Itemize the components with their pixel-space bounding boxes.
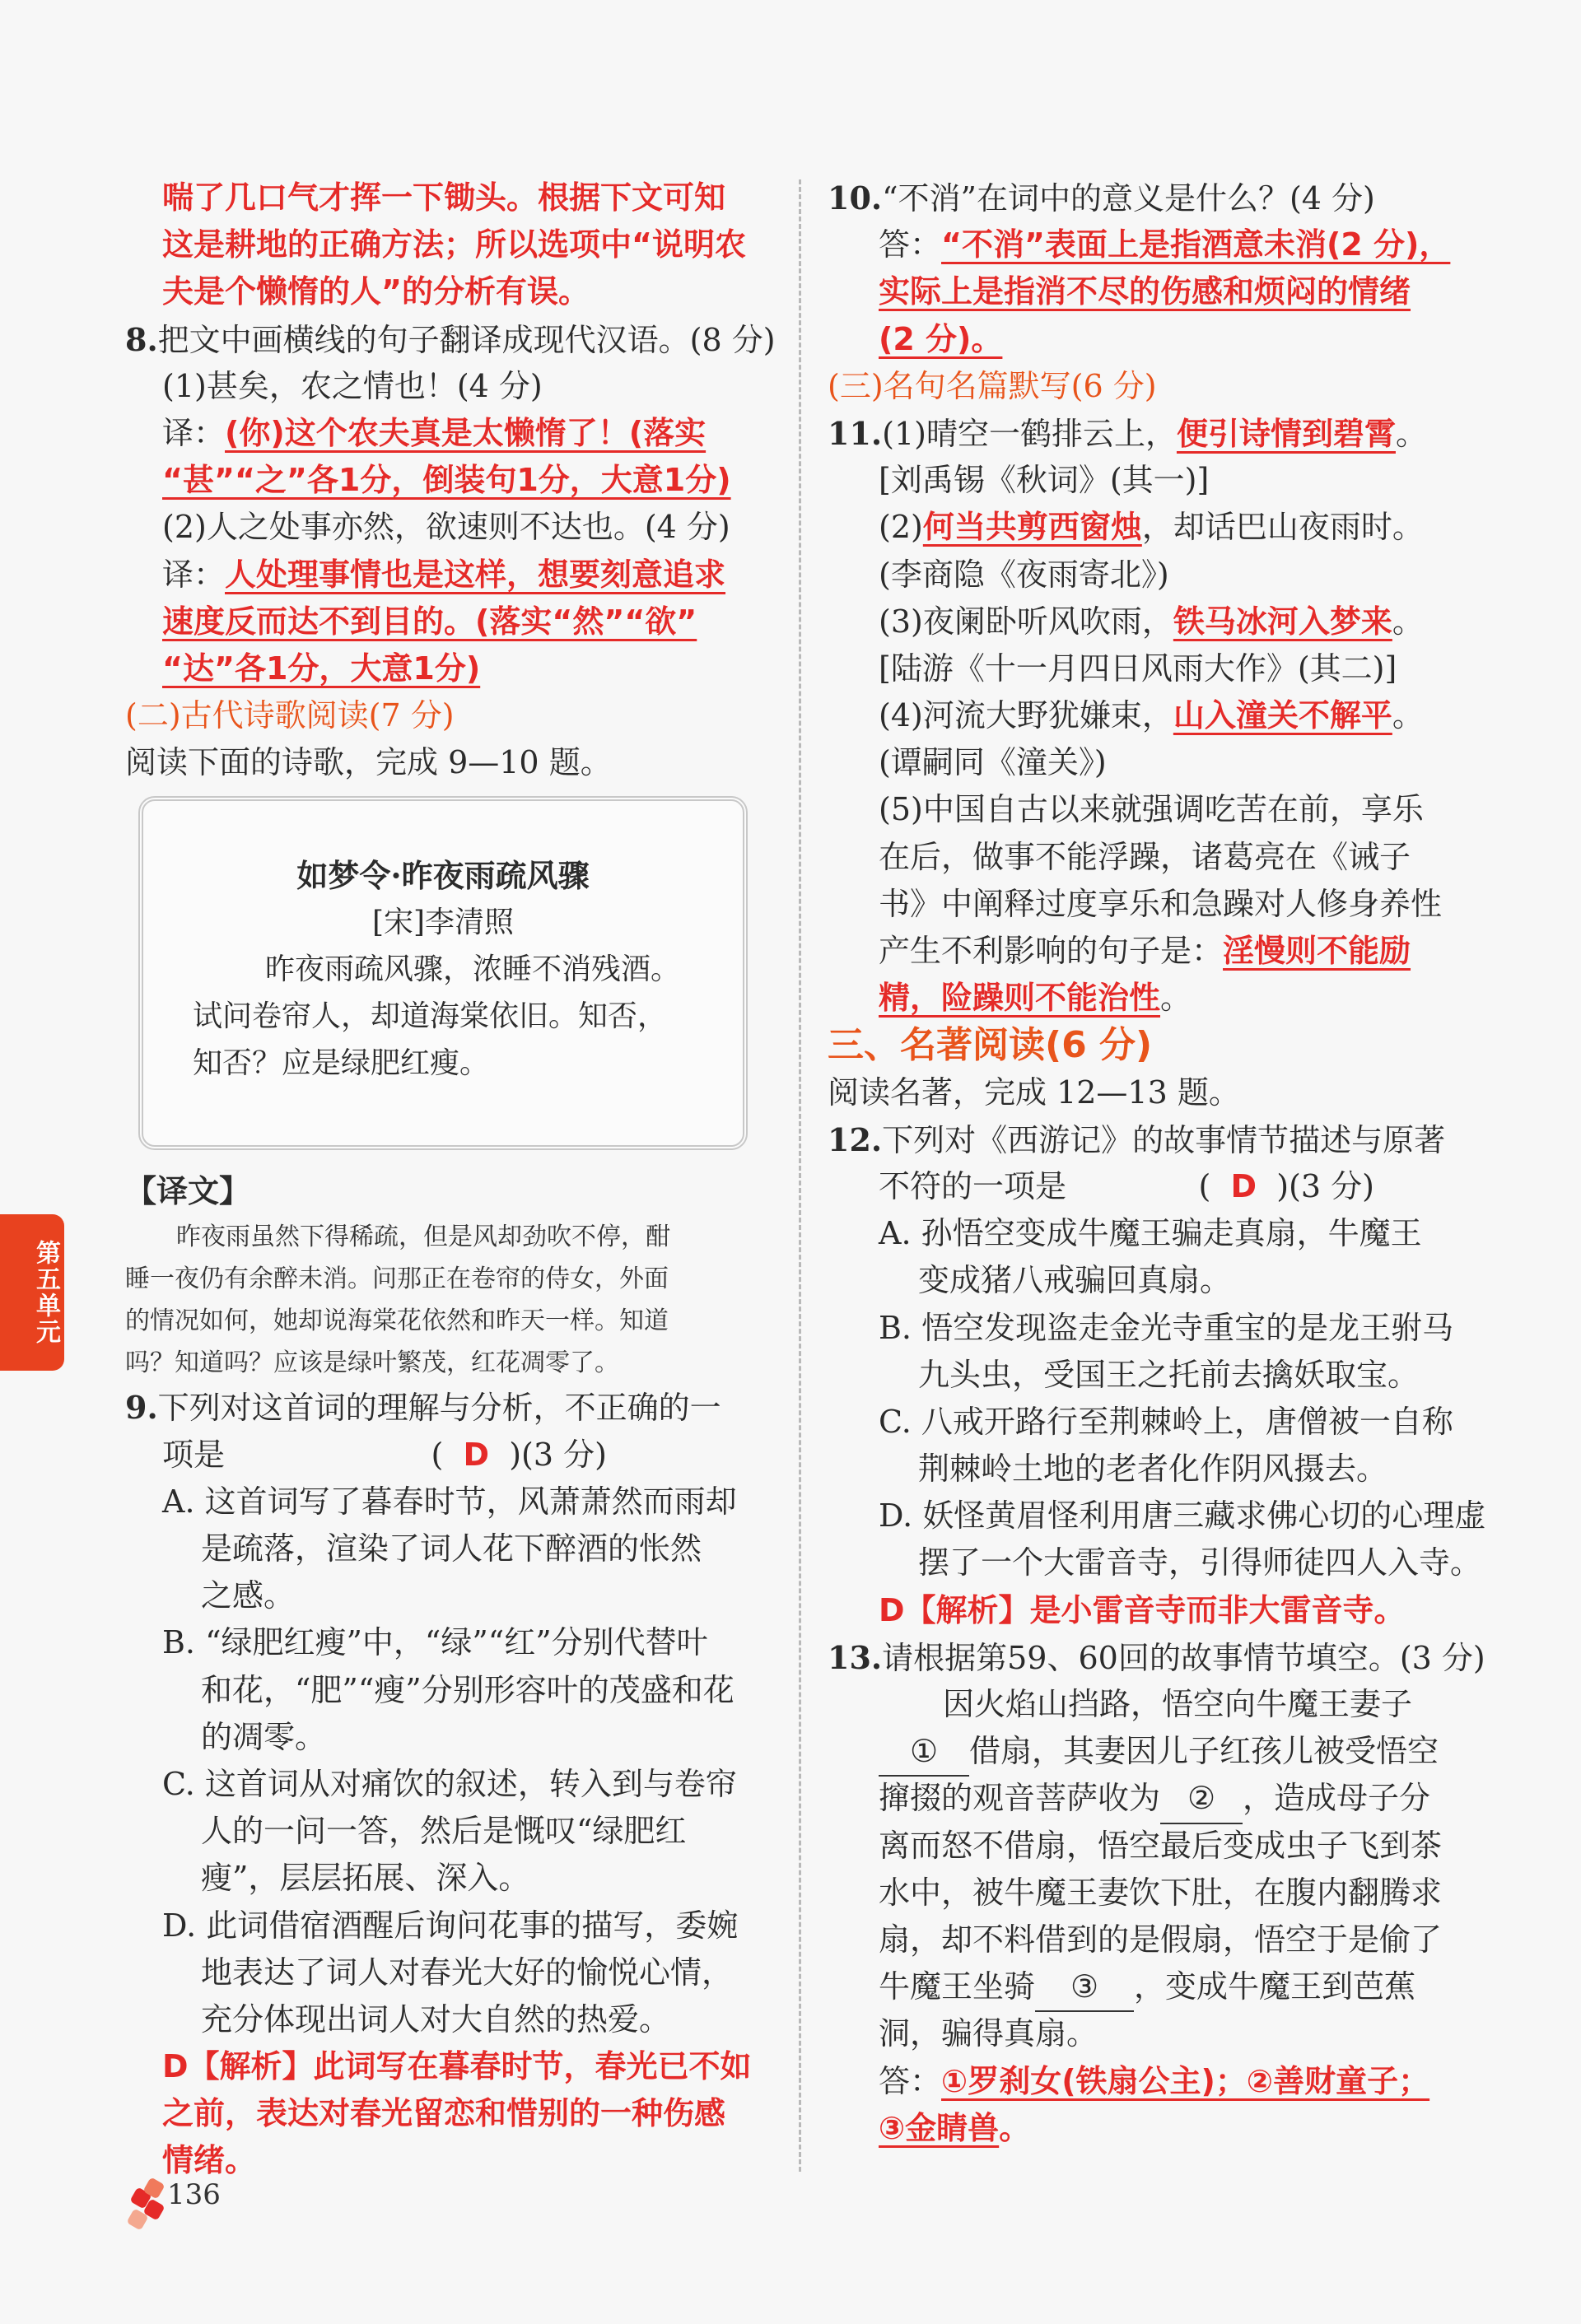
q13-passage: 因火焰山挡路，悟空向牛魔王妻子: [943, 1686, 1413, 1722]
q11-source3: [陆游《十一月四日风雨大作》(其二)]: [879, 650, 1397, 687]
q13-passage: 离而怒不借扇，悟空最后变成虫子飞到茶: [879, 1827, 1443, 1864]
q12-score: (3 分): [1289, 1167, 1374, 1204]
q9-answer: D: [463, 1436, 490, 1473]
q12-stem-cont: 不符的一项是 ( D )(3 分): [879, 1167, 1374, 1204]
section2-title: (二)古代诗歌阅读(7 分): [125, 697, 455, 734]
q9-option-b-cont: 和花，“肥”“瘦”分别形容叶的茂盛和花: [201, 1671, 735, 1708]
q10-number: 10.: [828, 179, 883, 217]
poem-author: [宋]李清照: [371, 906, 515, 940]
part3-instruction: 阅读名著，完成 12—13 题。: [828, 1074, 1240, 1111]
q10-answer-text: 实际上是指消不尽的伤感和烦闷的情绪: [879, 273, 1411, 310]
q11-part5-cont: 精，险躁则不能治性。: [879, 980, 1192, 1017]
q13-blank3: ③: [1035, 1963, 1134, 2012]
q11-part3-text: (3)夜阑卧听风吹雨，: [879, 603, 1173, 640]
q9-option-b-cont: 的凋零。: [201, 1718, 327, 1755]
q13-passage-text: 借扇，其妻因儿子红孩儿被受悟空: [969, 1733, 1439, 1770]
q8-sub1: (1)甚矣，农之情也！(4 分): [162, 367, 543, 404]
q11-part4: (4)河流大野犹嫌束，山入潼关不解平。: [879, 697, 1424, 734]
q10-answer-label: 答：: [879, 226, 942, 263]
q13-answer-text: ①罗刹女(铁扇公主)；②善财童子；: [941, 2062, 1430, 2099]
poem-line: 知否？应是绿肥红瘦。: [193, 1046, 490, 1081]
translation-line: 睡一夜仍有余醉未消。问那正在卷帘的侍女，外面: [125, 1264, 669, 1294]
translation-line: 昨夜雨虽然下得稀疏，但是风却劲吹不停，酣: [176, 1223, 670, 1252]
q8-number: 8.: [125, 320, 158, 358]
q9-option-d-cont: 地表达了词人对春光大好的愉悦心情，: [201, 1954, 734, 1991]
q9-option-a-cont: 是疏落，渲染了词人花下醉酒的怅然: [201, 1530, 702, 1567]
q11-part1: 11.(1)晴空一鹤排云上，便引诗情到碧霄。: [828, 414, 1427, 452]
q9-option-d-cont: 充分体现出词人对大自然的热爱。: [201, 2000, 671, 2038]
q12-option-b-cont: 九头虫，受国王之托前去擒妖取宝。: [918, 1356, 1420, 1393]
q11-part2-num: (2): [879, 509, 923, 546]
q9-analysis: 之前，表达对春光留恋和惜别的一种伤感: [162, 2095, 726, 2132]
q9-option-b: B. “绿肥红瘦”中，“绿”“红”分别代替叶: [162, 1624, 708, 1661]
q13-passage: [828, 1728, 1486, 1775]
q10-answer-cont: [828, 316, 1486, 363]
q13-passage: 扇，却不料借到的是假扇，悟空于是偷了: [879, 1921, 1443, 1958]
q9-text: 下列对这首词的理解与分析，不正确的一: [157, 1390, 721, 1427]
right-column: [828, 175, 1486, 2152]
q9-analysis: D【解析】此词写在暮春时节，春光已不如: [162, 2048, 752, 2085]
poem-line: 昨夜雨疏风骤，浓睡不消残酒。: [265, 952, 681, 987]
column-divider: [799, 179, 801, 2172]
q8-answer1-text: “甚”“之”各1分，倒装句1分，大意1分): [162, 462, 731, 499]
translation-line: 的情况如何，她却说海棠花依然和昨天一样。知道: [125, 1306, 669, 1336]
q12-number: 12.: [828, 1120, 883, 1158]
q11-part2-text: ，却话巴山夜雨时。: [1141, 509, 1424, 546]
q11-source4: (谭嗣同《潼关》): [879, 744, 1107, 781]
q12-option-a: A. 孙悟空变成牛魔王骗走真扇，牛魔王: [879, 1215, 1422, 1252]
q12-answer: D: [1230, 1167, 1257, 1204]
q13-passage: [828, 1963, 1486, 2010]
q8-answer2-text: 人处理事情也是这样，想要刻意追求: [225, 556, 726, 593]
q13-passage-text: 牛魔王坐骑: [879, 1968, 1036, 2005]
q11-answer1: 便引诗情到碧霄: [1176, 415, 1396, 452]
q12-option-c-cont: 荆棘岭土地的老者化作阴风摄去。: [918, 1451, 1388, 1488]
q13-passage-text: ，造成母子分: [1243, 1780, 1431, 1817]
q11-part5: [828, 928, 1486, 975]
q13-passage-text: ，变成牛魔王到芭蕉: [1134, 1968, 1416, 2005]
q8-stem: [125, 316, 776, 363]
q12-stem: [828, 1116, 1486, 1163]
q13-passage: [828, 1775, 1486, 1822]
q11-part4-text: (4)河流大野犹嫌束，: [879, 697, 1173, 734]
q12-option-d: D. 妖怪黄眉怪利用唐三藏求佛心切的心理虚: [879, 1497, 1486, 1535]
q11-text: (1)晴空一鹤排云上，: [882, 415, 1177, 452]
q9-text: 项是: [162, 1436, 226, 1473]
q8-answer2-cont: [125, 598, 776, 645]
q9-option-a: A. 这首词写了暮春时节，风萧萧然而雨却: [162, 1483, 737, 1520]
q11-part5-text: 产生不利影响的句子是：: [879, 933, 1224, 969]
q13-answer-cont: ③金睛兽。: [879, 2109, 1031, 2146]
q12-text: 不符的一项是: [879, 1167, 1067, 1204]
section3-title: (三)名句名篇默写(6 分): [828, 367, 1157, 404]
q11-part5: 书》中阐释过度享乐和急躁对人修身养性: [879, 885, 1443, 922]
q12-option-c: C. 八戒开路行至荆棘岭上，唐僧被一自称: [879, 1403, 1453, 1440]
q9-stem-cont: 项是 ( D )(3 分): [162, 1436, 607, 1473]
q9-option-c-cont: 人的一问一答，然后是慨叹“绿肥红: [201, 1813, 687, 1850]
q7-answer-line: 夫是个懒惰的人”的分析有误。: [162, 273, 590, 310]
unit-tab: 第五单元: [0, 1214, 64, 1371]
q8-answer2-label: 译：: [162, 556, 226, 593]
q7-answer-line: 这是耕地的正确方法；所以选项中“说明农: [162, 226, 746, 263]
q9-number: 9.: [125, 1389, 158, 1427]
q13-number: 13.: [828, 1638, 883, 1676]
q8-answer2-text: “达”各1分，大意1分): [162, 650, 481, 687]
q8-sub2: (2)人之处事亦然，欲速则不达也。(4 分): [162, 509, 730, 546]
q10-answer: [828, 221, 1486, 268]
left-column: [125, 175, 776, 2185]
q11-source2: (李商隐《夜雨寄北》): [879, 556, 1169, 593]
q12-option-a-cont: 变成猪八戒骗回真扇。: [918, 1262, 1232, 1299]
q13-blank1: ①: [879, 1728, 969, 1777]
q9-score: (3 分): [521, 1436, 607, 1473]
q13-answer-text: ③金睛兽: [879, 2109, 1000, 2146]
part3-title: 三、名著阅读(6 分): [828, 1024, 1153, 1067]
q13-answer-label: 答：: [879, 2062, 942, 2099]
q10-answer-text: (2 分)。: [879, 320, 1003, 357]
q8-answer1-label: 译：: [162, 414, 226, 451]
q11-part5: (5)中国自古以来就强调吃苦在前，享乐: [879, 791, 1424, 828]
q8-answer2-cont: [125, 645, 776, 692]
q9-option-c-cont: 瘦”，层层拓展、深入。: [201, 1860, 530, 1897]
q10-text: “不消”在词中的意义是什么？(4 分): [882, 180, 1375, 217]
q13-passage-text: 撺掇的观音菩萨收为: [879, 1780, 1161, 1817]
q13-blank2: ②: [1160, 1775, 1243, 1823]
q11-answer2: 何当共剪西窗烛: [922, 509, 1142, 546]
q11-answer3: 铁马冰河入梦来: [1173, 603, 1392, 640]
q13-passage: 洞，骗得真扇。: [879, 2015, 1098, 2052]
q12-text: 下列对《西游记》的故事情节描述与原著: [882, 1121, 1446, 1158]
q11-source1: [刘禹锡《秋词》(其一)]: [879, 462, 1210, 499]
q9-option-c: C. 这首词从对痛饮的叙述，转入到与卷帘: [162, 1765, 737, 1802]
q11-answer5: 精，险躁则不能治性: [879, 980, 1161, 1017]
page-number: 136: [167, 2178, 221, 2211]
q10-stem: [828, 175, 1486, 221]
poem-box: [138, 796, 748, 1150]
q11-answer5: 淫慢则不能励: [1223, 933, 1411, 969]
q13-stem: [828, 1634, 1486, 1681]
q8-answer1-text: (你)这个农夫真是太懒惰了！(落实: [225, 414, 707, 451]
q12-analysis: D【解析】是小雷音寺而非大雷音寺。: [879, 1591, 1406, 1628]
q13-text: 请根据第59、60回的故事情节填空。(3 分): [882, 1639, 1485, 1676]
section2-instruction: 阅读下面的诗歌，完成 9—10 题。: [125, 744, 612, 781]
q12-option-b: B. 悟空发现盗走金光寺重宝的是龙王驸马: [879, 1309, 1454, 1346]
q10-answer-cont: [828, 268, 1486, 315]
q8-text: 把文中画横线的句子翻译成现代汉语。(8 分): [157, 321, 776, 358]
q8-answer2: [125, 552, 776, 598]
q10-answer-text: “不消”表面上是指酒意未消(2 分)，: [941, 226, 1451, 263]
translation-heading: 【译文】: [125, 1172, 251, 1210]
q8-answer2-text: 速度反而达不到目的。(落实“然”“欲”: [162, 603, 697, 640]
q12-option-d-cont: 摆了一个大雷音寺，引得师徒四人入寺。: [918, 1544, 1482, 1581]
q8-answer1-cont: [125, 457, 776, 504]
q9-analysis: 情绪。: [162, 2142, 257, 2179]
q11-part2: [828, 504, 1486, 551]
q8-answer1: [125, 410, 776, 457]
q9-option-a-cont: 之感。: [201, 1577, 296, 1614]
poem-line: 试问卷帘人，却道海棠依旧。知否，: [193, 999, 668, 1034]
q7-answer-line: 喘了几口气才挥一下锄头。根据下文可知: [162, 179, 726, 216]
q9-option-d: D. 此词借宿酒醒后询问花事的描写，委婉: [162, 1907, 739, 1944]
q13-answer: [828, 2058, 1486, 2105]
q13-passage: 水中，被牛魔王妻饮下肚，在腹内翻腾求: [879, 1874, 1443, 1911]
poem-title: 如梦令·昨夜雨疏风骤: [296, 857, 590, 895]
q11-part3: (3)夜阑卧听风吹雨，铁马冰河入梦来。: [879, 603, 1424, 640]
q11-number: 11.: [828, 414, 883, 452]
q11-answer4: 山入潼关不解平: [1173, 697, 1392, 734]
q11-part5: 在后，做事不能浮躁，诸葛亮在《诫子: [879, 838, 1411, 875]
q9-stem: [125, 1384, 776, 1431]
translation-line: 吗？知道吗？应该是绿叶繁茂，红花凋零了。: [125, 1348, 619, 1378]
